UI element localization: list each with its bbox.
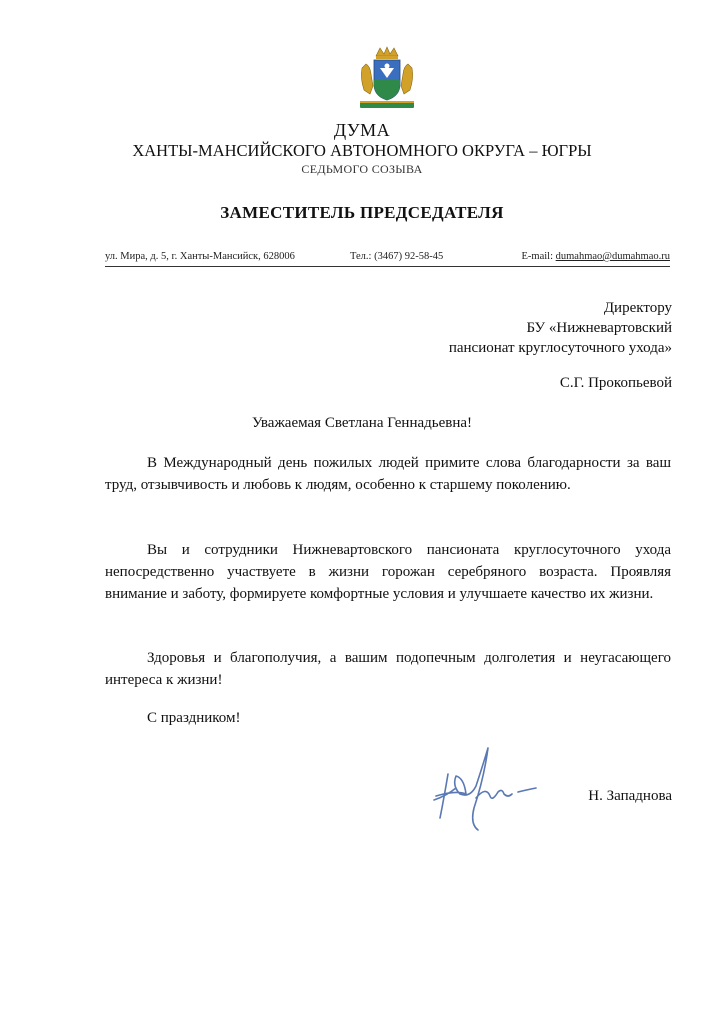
- closing-line: С праздником!: [147, 710, 241, 726]
- handwritten-signature: [426, 738, 542, 834]
- signatory-name: Н. Западнова: [588, 788, 672, 804]
- addressee-org-line2: пансионат круглосуточного ухода»: [448, 340, 672, 356]
- contacts-line: [105, 251, 670, 265]
- addressee-org-line1: БУ «Нижневартовский: [526, 320, 672, 336]
- coat-of-arms-icon: [356, 46, 418, 110]
- contact-address: ул. Мира, д. 5, г. Ханты-Мансийск, 628006: [105, 251, 295, 262]
- contact-email: [522, 251, 670, 262]
- header-divider: [105, 266, 670, 267]
- sender-position: ЗАМЕСТИТЕЛЬ ПРЕДСЕДАТЕЛЯ: [220, 203, 504, 222]
- org-region: ХАНТЫ-МАНСИЙСКОГО АВТОНОМНОГО ОКРУГА – ЮГРЫ: [132, 141, 592, 160]
- addressee-title: Директору: [603, 300, 672, 316]
- greeting: Уважаемая Светлана Геннадьевна!: [251, 415, 473, 431]
- body-paragraph-1: В Международный день пожилых людей примите слова благодарности за ваш труд, отзывчивость и любовь к людям, особенно к старшему поколению.: [105, 455, 671, 493]
- email-label: E-mail:: [521, 251, 556, 262]
- addressee-name: С.Г. Прокопьевой: [559, 375, 672, 391]
- org-title: ДУМА: [333, 120, 391, 140]
- body-paragraph-2: Вы и сотрудники Нижневартовского пансионата круглосуточного ухода непосредственно участвуете в жизни горожан серебряного возраста. Проявляя внимание и заботу, формируете комфортные условия и улучшаете качество их жизни.: [105, 542, 671, 602]
- body-paragraph-3: Здоровья и благополучия, а вашим подопечным долголетия и неугасающего интереса к жизни!: [105, 650, 671, 688]
- contact-phone: Тел.: (3467) 92-58-45: [350, 251, 444, 262]
- email-link[interactable]: dumahmao@dumahmao.ru: [555, 251, 670, 262]
- org-convocation: СЕДЬМОГО СОЗЫВА: [301, 162, 423, 176]
